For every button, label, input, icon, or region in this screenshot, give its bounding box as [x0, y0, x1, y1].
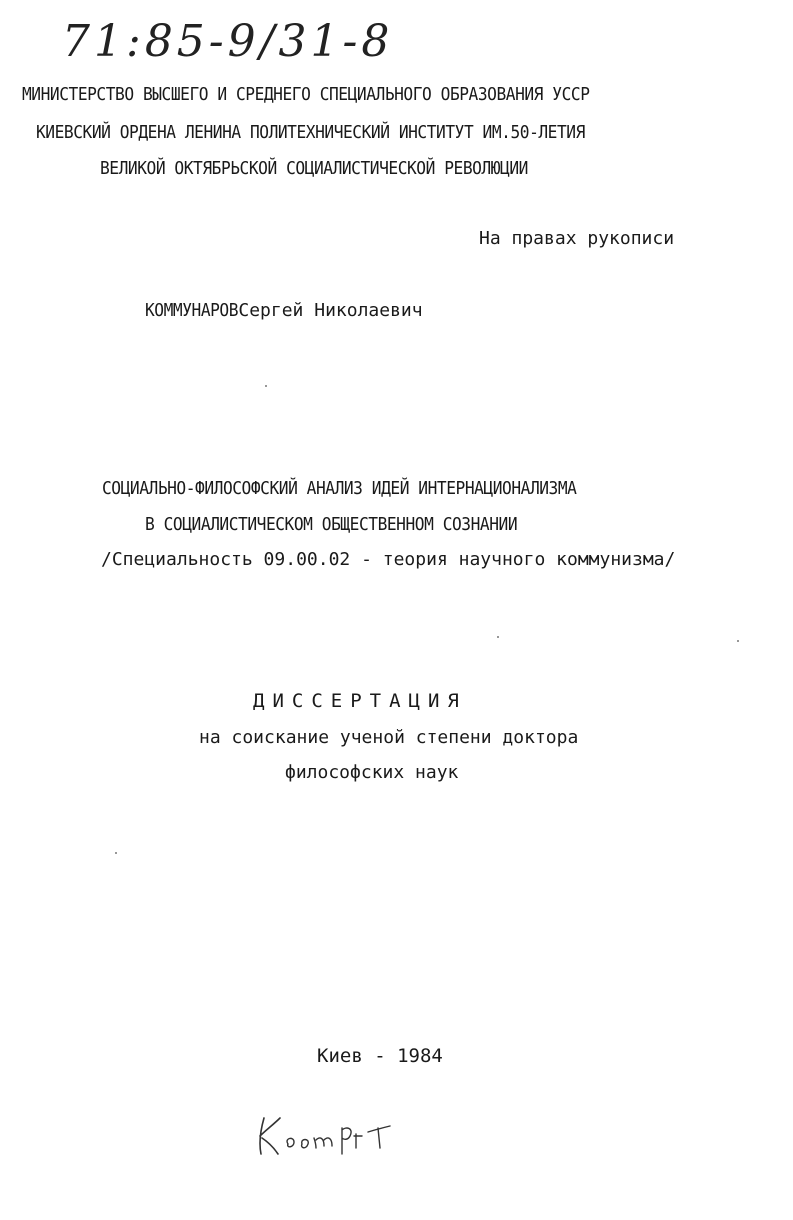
- scan-speck: [115, 852, 117, 854]
- degree-purpose-line2: философских наук: [285, 762, 459, 783]
- rights-note: На правах рукописи: [479, 228, 675, 249]
- scan-speck: [497, 636, 499, 638]
- revolution-line: ВЕЛИКОЙ ОКТЯБРЬСКОЙ СОЦИАЛИСТИЧЕСКОЙ РЕВОЛЮЦИИ: [100, 158, 528, 179]
- scan-speck: [265, 385, 267, 387]
- author-given-names: Сергей Николаевич: [238, 300, 423, 321]
- specialty-line: /Специальность 09.00.02 - теория научного коммунизма/: [101, 549, 676, 570]
- place-year: Киев - 1984: [317, 1045, 443, 1067]
- scan-speck: [737, 640, 739, 642]
- archive-code: 71:85-9/31-8: [62, 16, 394, 67]
- dissertation-title-line1: СОЦИАЛЬНО-ФИЛОСОФСКИЙ АНАЛИЗ ИДЕЙ ИНТЕРНАЦИОНАЛИЗМА: [102, 478, 577, 499]
- dissertation-title-line2: В СОЦИАЛИСТИЧЕСКОМ ОБЩЕСТВЕННОМ СОЗНАНИИ: [145, 514, 518, 535]
- handwritten-signature: [250, 1108, 400, 1158]
- author-name: [145, 300, 423, 321]
- author-surname: КОММУНАРОВ: [145, 300, 239, 321]
- institute-line: КИЕВСКИЙ ОРДЕНА ЛЕНИНА ПОЛИТЕХНИЧЕСКИЙ ИНСТИТУТ ИМ.50-ЛЕТИЯ: [36, 122, 585, 143]
- ministry-line: МИНИСТЕРСТВО ВЫСШЕГО И СРЕДНЕГО СПЕЦИАЛЬНОГО ОБРАЗОВАНИЯ УССР: [22, 84, 590, 105]
- work-type-label: ДИССЕРТАЦИЯ: [253, 690, 467, 712]
- degree-purpose-line1: на соискание ученой степени доктора: [199, 727, 579, 748]
